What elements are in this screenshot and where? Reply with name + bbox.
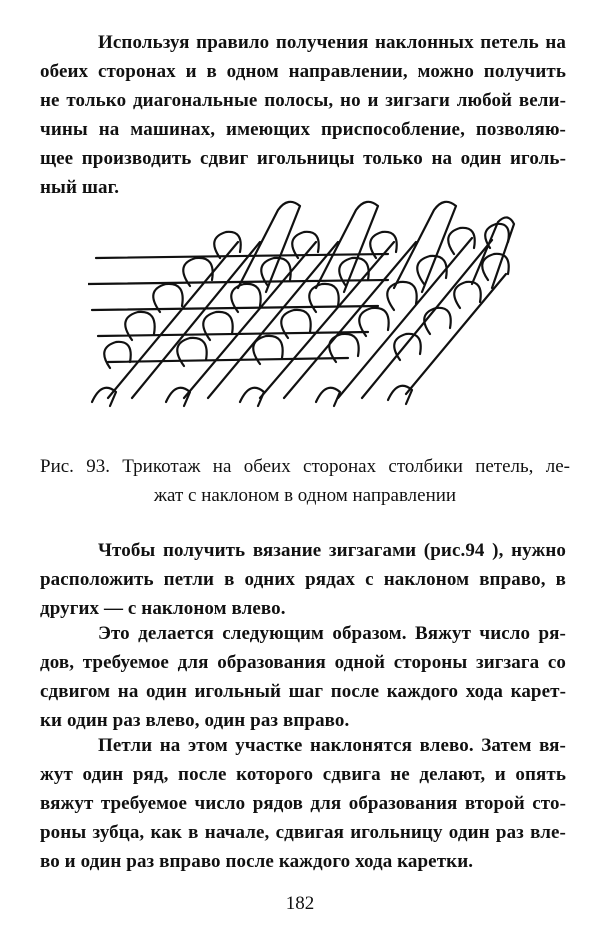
text-line: Это делается следующим образом. Вяжут число ря- [98, 623, 566, 644]
text-line: Петли на этом участке наклонятся влево. Затем вя- [98, 735, 566, 756]
text-line: обеих сторонах и в одном направлении, можно получить [40, 61, 566, 82]
knitting-stitch-illustration [88, 188, 528, 438]
page-number: 182 [285, 893, 315, 914]
text-line: роны зубца, как в начале, сдвигая игольницу один раз вле- [40, 822, 566, 843]
text-line: во и один раз вправо после каждого хода каретки. [40, 851, 474, 872]
text-line: ный шаг. [40, 177, 120, 198]
text-line: чины на машинах, имеющих приспособление, позволяю- [40, 119, 566, 140]
caption-line: жат с наклоном в одном направлении [153, 485, 457, 506]
caption-line: Рис. 93. Трикотаж на обеих сторонах столбики петель, ле- [40, 456, 570, 477]
text-line: расположить петли в одних рядах с наклоном вправо, в [40, 569, 566, 590]
text-line: ки один раз влево, один раз вправо. [40, 710, 350, 731]
figure-caption [40, 452, 570, 510]
paragraph-intro [40, 28, 566, 202]
paragraph-zigzag [40, 536, 566, 623]
text-line: других — с наклоном влево. [40, 598, 286, 619]
text-line: не только диагональные полосы, но и зигзаги любой вели- [40, 90, 566, 111]
text-line: Используя правило получения наклонных петель на [98, 32, 566, 53]
text-line: жут один ряд, после которого сдвига не делают, и опять [40, 764, 566, 785]
text-line: дов, требуемое для образования одной стороны зигзага со [40, 652, 566, 673]
text-line: щее производить сдвиг игольницы только на один иголь- [40, 148, 566, 169]
paragraph-loops [40, 731, 566, 876]
text-line: сдвигом на один игольный шаг после каждого хода карет- [40, 681, 566, 702]
paragraph-method [40, 619, 566, 735]
text-line: Чтобы получить вязание зигзагами (рис.94 ), нужно [98, 540, 566, 561]
text-line: вяжут требуемое число рядов для образования второй сто- [40, 793, 566, 814]
